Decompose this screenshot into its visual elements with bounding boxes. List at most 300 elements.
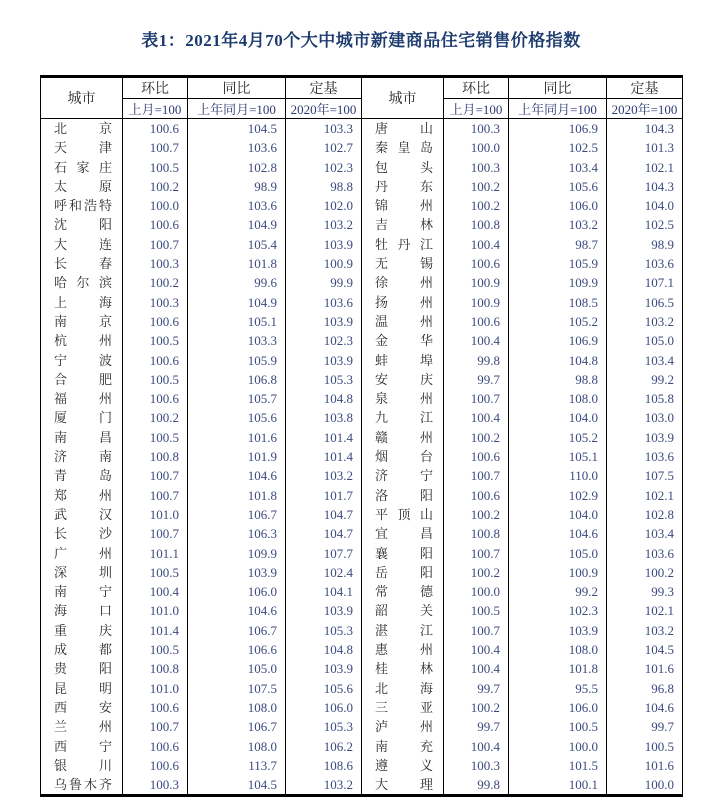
yoy-value-cell: 104.0 [509,408,607,427]
city-name: 遵义 [375,757,433,773]
mom-value-cell: 99.8 [444,775,509,796]
mom-value-cell: 100.8 [444,524,509,543]
table-row [41,640,683,659]
table-row [41,447,683,466]
table-row [41,524,683,543]
base-value-cell: 102.4 [286,563,362,582]
city-cell [41,312,123,331]
mom-value-cell: 100.6 [123,756,188,775]
table-row [41,505,683,524]
yoy-value-cell: 100.5 [509,717,607,736]
table-row [41,293,683,312]
yoy-value-cell: 110.0 [509,466,607,485]
yoy-value-cell: 98.8 [509,370,607,389]
table-row [41,698,683,717]
table-row [41,312,683,331]
yoy-value-cell: 103.9 [188,563,286,582]
yoy-value-cell: 105.2 [509,428,607,447]
mom-value-cell: 100.4 [444,737,509,756]
mom-value-cell: 100.0 [123,196,188,215]
city-name: 南京 [54,313,112,329]
city-cell [41,756,123,775]
base-value-cell: 101.6 [607,659,683,678]
city-cell [41,158,123,177]
base-value-cell: 102.1 [607,601,683,620]
yoy-value-cell: 105.9 [509,254,607,273]
city-name: 贵阳 [54,661,112,677]
base-value-cell: 100.5 [607,737,683,756]
city-name: 合肥 [54,371,112,387]
city-cell [41,737,123,756]
yoy-value-cell: 98.9 [188,177,286,196]
table-row [41,717,683,736]
mom-value-cell: 100.7 [123,466,188,485]
base-value-cell: 106.0 [286,698,362,717]
mom-value-cell: 100.2 [444,505,509,524]
mom-value-cell: 100.4 [444,331,509,350]
yoy-value-cell: 104.9 [188,215,286,234]
city-name: 沈阳 [54,217,112,233]
mom-value-cell: 100.2 [444,563,509,582]
city-name: 石家庄 [54,159,112,175]
city-cell [362,331,444,350]
city-cell [41,215,123,234]
header-mom-left: 环比 [123,77,188,99]
table-row [41,158,683,177]
table-row [41,331,683,350]
table-title: 表1：2021年4月70个大中城市新建商品住宅销售价格指数 [141,31,581,50]
mom-value-cell: 100.6 [444,447,509,466]
base-value-cell: 101.6 [607,756,683,775]
city-name: 昆明 [54,680,112,696]
mom-value-cell: 100.3 [123,293,188,312]
city-cell [41,775,123,796]
table-row [41,215,683,234]
city-name: 乌鲁木齐 [54,777,112,793]
base-value-cell: 104.7 [286,505,362,524]
mom-value-cell: 100.6 [123,215,188,234]
table-row [41,138,683,157]
header-mom-sub-left: 上月=100 [123,99,188,119]
mom-value-cell: 100.8 [123,447,188,466]
mom-value-cell: 100.2 [123,273,188,292]
mom-value-cell: 100.2 [123,408,188,427]
yoy-value-cell: 101.5 [509,756,607,775]
mom-value-cell: 100.5 [123,563,188,582]
city-name: 青岛 [54,468,112,484]
base-value-cell: 104.0 [607,196,683,215]
city-cell [362,717,444,736]
mom-value-cell: 100.7 [444,544,509,563]
header-base-sub-right: 2020年=100 [607,99,683,119]
city-cell [41,196,123,215]
city-name: 吉林 [375,217,433,233]
city-name: 牡丹江 [375,236,433,252]
city-name: 海口 [54,603,112,619]
base-value-cell: 105.6 [286,679,362,698]
mom-value-cell: 100.7 [444,389,509,408]
city-name: 锦州 [375,198,433,214]
yoy-value-cell: 105.1 [509,447,607,466]
table-row [41,119,683,139]
city-cell [362,138,444,157]
city-cell [362,524,444,543]
yoy-value-cell: 102.8 [188,158,286,177]
mom-value-cell: 99.7 [444,679,509,698]
yoy-value-cell: 113.7 [188,756,286,775]
base-value-cell: 108.6 [286,756,362,775]
base-value-cell: 103.2 [607,621,683,640]
yoy-value-cell: 106.0 [509,196,607,215]
city-name: 包头 [375,159,433,175]
base-value-cell: 103.2 [607,312,683,331]
table-row [41,235,683,254]
mom-value-cell: 100.7 [444,466,509,485]
city-name: 宜昌 [375,526,433,542]
city-cell [362,254,444,273]
mom-value-cell: 100.6 [123,119,188,139]
mom-value-cell: 100.4 [444,235,509,254]
table-row [41,389,683,408]
base-value-cell: 103.9 [286,351,362,370]
city-name: 天津 [54,140,112,156]
city-name: 西安 [54,699,112,715]
city-name: 蚌埠 [375,352,433,368]
city-cell [41,582,123,601]
city-name: 大连 [54,236,112,252]
mom-value-cell: 100.7 [123,138,188,157]
table-row [41,775,683,796]
yoy-value-cell: 100.9 [509,563,607,582]
mom-value-cell: 100.0 [444,582,509,601]
mom-value-cell: 100.3 [123,775,188,796]
city-name: 三亚 [375,699,433,715]
base-value-cell: 103.6 [607,254,683,273]
yoy-value-cell: 106.9 [509,331,607,350]
yoy-value-cell: 101.9 [188,447,286,466]
table-row [41,679,683,698]
city-cell [41,679,123,698]
base-value-cell: 103.6 [607,544,683,563]
yoy-value-cell: 103.2 [509,215,607,234]
city-name: 襄阳 [375,545,433,561]
city-cell [362,389,444,408]
yoy-value-cell: 106.6 [188,640,286,659]
city-cell [362,737,444,756]
city-name: 韶关 [375,603,433,619]
city-name: 平顶山 [375,506,433,522]
yoy-value-cell: 99.6 [188,273,286,292]
city-name: 常德 [375,584,433,600]
base-value-cell: 103.4 [607,524,683,543]
base-value-cell: 103.9 [607,428,683,447]
city-cell [362,196,444,215]
mom-value-cell: 100.2 [444,177,509,196]
yoy-value-cell: 106.0 [188,582,286,601]
base-value-cell: 99.3 [607,582,683,601]
base-value-cell: 100.9 [286,254,362,273]
header-base-right: 定基 [607,77,683,99]
base-value-cell: 98.8 [286,177,362,196]
city-cell [362,466,444,485]
city-cell [41,505,123,524]
header-base-sub-left: 2020年=100 [286,99,362,119]
city-name: 桂林 [375,661,433,677]
base-value-cell: 102.7 [286,138,362,157]
mom-value-cell: 100.6 [123,389,188,408]
city-name: 太原 [54,178,112,194]
city-cell [362,486,444,505]
mom-value-cell: 100.6 [123,351,188,370]
city-name: 秦皇岛 [375,140,433,156]
yoy-value-cell: 104.5 [188,119,286,139]
city-cell [362,505,444,524]
base-value-cell: 99.9 [286,273,362,292]
mom-value-cell: 100.6 [123,737,188,756]
table-row [41,659,683,678]
city-name: 宁波 [54,352,112,368]
mom-value-cell: 101.0 [123,505,188,524]
base-value-cell: 99.7 [607,717,683,736]
yoy-value-cell: 102.3 [509,601,607,620]
table-row [41,756,683,775]
base-value-cell: 103.8 [286,408,362,427]
base-value-cell: 96.8 [607,679,683,698]
city-name: 唐山 [375,121,433,136]
mom-value-cell: 99.7 [444,717,509,736]
base-value-cell: 103.0 [607,408,683,427]
table-row [41,428,683,447]
city-cell [41,524,123,543]
base-value-cell: 102.5 [607,215,683,234]
mom-value-cell: 100.7 [123,486,188,505]
mom-value-cell: 100.2 [444,698,509,717]
city-cell [362,544,444,563]
city-name: 呼和浩特 [54,198,112,214]
base-value-cell: 105.8 [607,389,683,408]
city-cell [41,331,123,350]
base-value-cell: 102.1 [607,486,683,505]
city-cell [362,563,444,582]
header-yoy-left: 同比 [188,77,286,99]
header-city-left: 城市 [41,77,123,119]
yoy-value-cell: 104.5 [188,775,286,796]
yoy-value-cell: 104.8 [509,351,607,370]
city-name: 广州 [54,545,112,561]
mom-value-cell: 101.0 [123,601,188,620]
city-cell [41,370,123,389]
base-value-cell: 101.4 [286,428,362,447]
city-cell [41,273,123,292]
base-value-cell: 104.8 [286,389,362,408]
base-value-cell: 103.2 [286,775,362,796]
yoy-value-cell: 108.5 [509,293,607,312]
base-value-cell: 103.6 [607,447,683,466]
city-cell [41,428,123,447]
city-name: 济宁 [375,468,433,484]
city-name: 温州 [375,313,433,329]
city-cell [41,621,123,640]
yoy-value-cell: 106.3 [188,524,286,543]
city-name: 济南 [54,449,112,465]
city-name: 北京 [54,121,112,136]
base-value-cell: 103.9 [286,312,362,331]
mom-value-cell: 99.8 [444,351,509,370]
city-name: 无锡 [375,256,433,272]
city-cell [41,408,123,427]
base-value-cell: 102.3 [286,331,362,350]
yoy-value-cell: 103.3 [188,331,286,350]
yoy-value-cell: 105.2 [509,312,607,331]
base-value-cell: 103.9 [286,659,362,678]
city-name: 徐州 [375,275,433,291]
city-cell [362,428,444,447]
yoy-value-cell: 103.4 [509,158,607,177]
mom-value-cell: 100.7 [444,621,509,640]
header-city-right: 城市 [362,77,444,119]
yoy-value-cell: 106.7 [188,505,286,524]
city-cell [41,601,123,620]
mom-value-cell: 101.0 [123,679,188,698]
table-row [41,351,683,370]
city-cell [362,351,444,370]
mom-value-cell: 100.4 [123,582,188,601]
base-value-cell: 105.3 [286,621,362,640]
city-cell [362,698,444,717]
mom-value-cell: 100.5 [123,370,188,389]
yoy-value-cell: 105.0 [188,659,286,678]
city-cell [362,370,444,389]
base-value-cell: 103.9 [286,601,362,620]
base-value-cell: 103.3 [286,119,362,139]
city-name: 大理 [375,777,433,793]
mom-value-cell: 100.5 [123,158,188,177]
yoy-value-cell: 107.5 [188,679,286,698]
mom-value-cell: 100.5 [123,428,188,447]
base-value-cell: 105.0 [607,331,683,350]
price-index-table [40,75,683,797]
yoy-value-cell: 105.6 [509,177,607,196]
yoy-value-cell: 101.6 [188,428,286,447]
city-cell [362,447,444,466]
city-name: 安庆 [375,371,433,387]
table-row [41,370,683,389]
city-cell [41,717,123,736]
city-cell [41,659,123,678]
city-name: 郑州 [54,487,112,503]
base-value-cell: 104.3 [607,177,683,196]
yoy-value-cell: 106.7 [188,621,286,640]
yoy-value-cell: 104.6 [188,466,286,485]
city-cell [41,563,123,582]
city-cell [362,273,444,292]
base-value-cell: 101.4 [286,447,362,466]
mom-value-cell: 101.1 [123,544,188,563]
mom-value-cell: 100.5 [123,331,188,350]
yoy-value-cell: 98.7 [509,235,607,254]
city-cell [362,640,444,659]
base-value-cell: 104.8 [286,640,362,659]
city-name: 洛阳 [375,487,433,503]
base-value-cell: 105.3 [286,717,362,736]
mom-value-cell: 100.5 [123,640,188,659]
yoy-value-cell: 105.6 [188,408,286,427]
city-cell [362,408,444,427]
city-name: 哈尔滨 [54,275,112,291]
city-name: 银川 [54,757,112,773]
mom-value-cell: 100.3 [123,254,188,273]
yoy-value-cell: 103.9 [509,621,607,640]
table-row [41,601,683,620]
yoy-value-cell: 102.9 [509,486,607,505]
city-cell [362,119,444,139]
table-row [41,621,683,640]
yoy-value-cell: 105.7 [188,389,286,408]
base-value-cell: 105.3 [286,370,362,389]
mom-value-cell: 100.0 [444,138,509,157]
city-cell [41,293,123,312]
mom-value-cell: 100.6 [123,698,188,717]
mom-value-cell: 100.3 [444,756,509,775]
yoy-value-cell: 104.6 [509,524,607,543]
yoy-value-cell: 106.0 [509,698,607,717]
base-value-cell: 107.1 [607,273,683,292]
mom-value-cell: 100.2 [123,177,188,196]
table-row [41,544,683,563]
yoy-value-cell: 108.0 [509,389,607,408]
city-cell [41,389,123,408]
yoy-value-cell: 109.9 [509,273,607,292]
base-value-cell: 99.2 [607,370,683,389]
yoy-value-cell: 108.0 [188,698,286,717]
city-name: 泉州 [375,391,433,407]
city-name: 杭州 [54,333,112,349]
base-value-cell: 102.0 [286,196,362,215]
mom-value-cell: 100.9 [444,293,509,312]
city-cell [362,621,444,640]
city-name: 武汉 [54,506,112,522]
table-header [41,77,683,119]
city-name: 南宁 [54,584,112,600]
mom-value-cell: 100.7 [123,524,188,543]
base-value-cell: 101.7 [286,486,362,505]
mom-value-cell: 99.7 [444,370,509,389]
city-name: 岳阳 [375,564,433,580]
yoy-value-cell: 105.1 [188,312,286,331]
base-value-cell: 103.6 [286,293,362,312]
base-value-cell: 100.2 [607,563,683,582]
city-name: 扬州 [375,294,433,310]
yoy-value-cell: 103.6 [188,138,286,157]
city-name: 烟台 [375,449,433,465]
table-row [41,582,683,601]
city-name: 赣州 [375,429,433,445]
city-name: 北海 [375,680,433,696]
base-value-cell: 106.2 [286,737,362,756]
yoy-value-cell: 106.7 [188,717,286,736]
city-cell [41,447,123,466]
city-name: 惠州 [375,642,433,658]
mom-value-cell: 100.4 [444,640,509,659]
city-cell [362,601,444,620]
base-value-cell: 107.5 [607,466,683,485]
city-name: 深圳 [54,564,112,580]
city-cell [41,466,123,485]
city-name: 重庆 [54,622,112,638]
mom-value-cell: 100.8 [123,659,188,678]
city-cell [362,215,444,234]
city-name: 九江 [375,410,433,426]
